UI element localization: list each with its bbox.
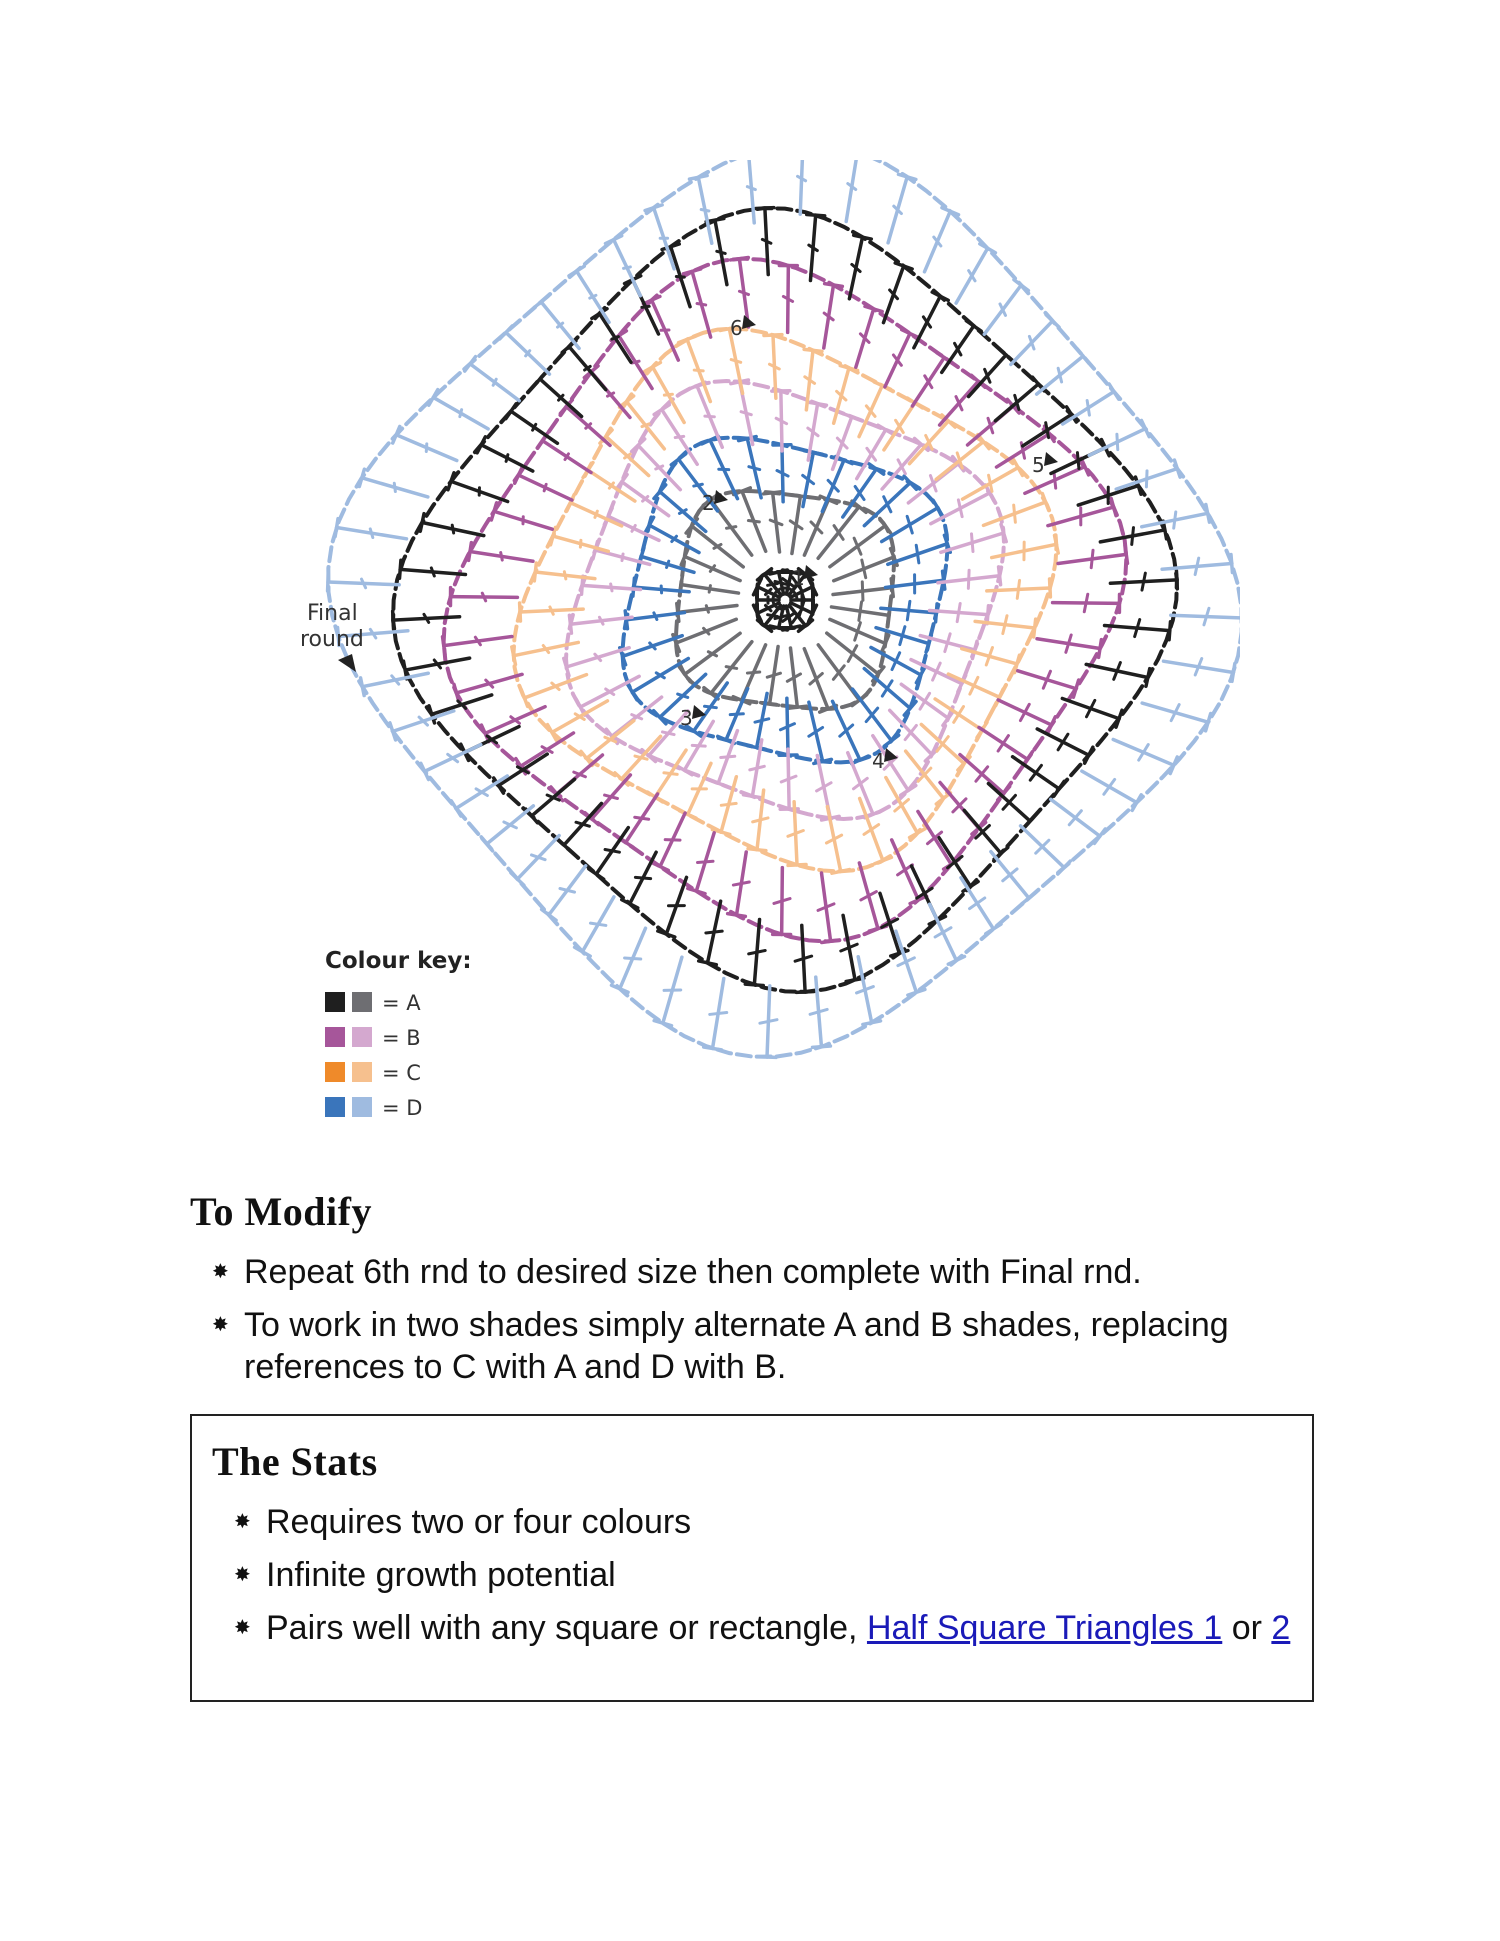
stitch-top — [512, 467, 525, 483]
stitch-cross — [853, 775, 867, 792]
stitch-cross — [864, 448, 878, 460]
stitch-cross — [1007, 505, 1022, 522]
chain-ring — [319, 160, 1240, 1066]
stitch-cross — [664, 769, 677, 779]
stitch-cross — [668, 898, 684, 914]
stitch-cross — [892, 420, 906, 432]
chain-ring — [467, 282, 1103, 918]
stats-heading: The Stats — [212, 1439, 378, 1484]
stitch-cross — [748, 521, 759, 522]
stitch-cross — [621, 554, 625, 561]
stitch-cross — [727, 526, 736, 530]
stitch-top — [516, 690, 534, 707]
list-item — [212, 1607, 1292, 1649]
list-item-text: Repeat 6th rnd to desired size then complete with Final rnd. — [244, 1253, 1142, 1291]
stitch-cross — [749, 467, 760, 470]
stitch-cross — [590, 916, 605, 932]
final-round-label-line1: Final — [307, 601, 358, 626]
stitch-post — [766, 160, 837, 214]
stitch-post — [816, 160, 887, 222]
key-label: = A — [382, 991, 421, 1015]
half-square-triangles-1-link[interactable]: Half Square Triangles 1 — [866, 1609, 1223, 1647]
final-round-annotation — [300, 601, 364, 672]
list-item — [190, 1251, 1330, 1293]
to-modify-section — [190, 1188, 1330, 1399]
stitch-top — [875, 852, 892, 870]
key-label: = B — [382, 1026, 421, 1050]
key-swatch-dark — [325, 1097, 345, 1117]
stitch-cross — [665, 833, 680, 847]
round-number-label: 4 — [872, 749, 885, 773]
final-round-arrow-icon — [338, 654, 356, 672]
stitch-cross — [998, 736, 1009, 751]
key-label: = D — [382, 1096, 423, 1120]
stitch-cross — [1056, 734, 1071, 750]
chain-ring — [280, 160, 1240, 1140]
stitch-cross — [859, 602, 862, 621]
bullet-star-icon: ✸ — [234, 1617, 251, 1639]
round-start-arrow-icon — [804, 565, 818, 579]
list-item — [212, 1554, 1292, 1596]
stitch-top — [449, 801, 463, 816]
key-swatch-dark — [325, 1062, 345, 1082]
stats-list — [212, 1501, 1292, 1649]
stitch-cross — [935, 925, 951, 939]
bullet-star-icon: ✸ — [212, 1261, 229, 1283]
stitch-cross — [1047, 472, 1063, 488]
stitch-cross — [1083, 700, 1098, 716]
stitch-cross — [1135, 745, 1152, 761]
round-number-label: 3 — [680, 706, 693, 730]
stitch-cross — [704, 705, 716, 709]
stitch-top — [1045, 717, 1058, 733]
stitch-cross — [953, 500, 967, 517]
stitch-cross — [864, 821, 879, 839]
list-item — [212, 1501, 1292, 1543]
stitch-cross — [625, 950, 641, 966]
stitch-cross — [882, 679, 892, 697]
stitch-top — [1107, 384, 1121, 399]
key-swatch-light — [352, 992, 372, 1012]
round-number-label: 5 — [1032, 453, 1045, 477]
chain-ring — [381, 196, 1189, 1004]
stitch-cross — [1139, 471, 1155, 487]
list-item — [190, 1304, 1330, 1388]
stitch-top — [679, 331, 696, 349]
final-round-stitches — [280, 160, 1240, 1140]
stitch-top — [1037, 494, 1055, 511]
list-item-text: Infinite growth potential — [266, 1556, 616, 1594]
crochet-chart — [280, 160, 1240, 1140]
stitch-cross — [904, 516, 916, 533]
round-3-stitches — [530, 345, 1040, 855]
key-swatch-light — [352, 1062, 372, 1082]
stitch-top — [654, 483, 666, 501]
stitch-top — [986, 922, 1001, 936]
stitch-cross — [852, 538, 862, 554]
stitch-cross — [954, 706, 964, 723]
stitch-cross — [726, 667, 737, 669]
round-number-label: 6 — [730, 316, 743, 340]
key-swatch-light — [352, 1097, 372, 1117]
key-swatch-light — [352, 1027, 372, 1047]
chain-ring — [668, 483, 902, 717]
stitch-cross — [848, 645, 856, 662]
list-item-text: Requires two or four colours — [266, 1503, 692, 1541]
stitch-cross — [770, 520, 782, 525]
stitch-cross — [898, 861, 913, 878]
stitch-cross — [970, 896, 985, 910]
stats-box — [190, 1414, 1314, 1702]
round-number-label: 1 — [792, 566, 805, 590]
stitch-cross — [1019, 704, 1031, 720]
key-swatch-dark — [325, 992, 345, 1012]
stitch-top — [569, 264, 584, 278]
to-modify-list — [190, 1251, 1330, 1388]
bullet-star-icon: ✸ — [234, 1564, 251, 1586]
to-modify-heading: To Modify — [190, 1189, 372, 1234]
stitch-cross — [747, 671, 759, 675]
round-number-label: 2 — [702, 491, 715, 515]
list-item-text-middle: or — [1222, 1609, 1272, 1647]
colour-key — [325, 948, 472, 1120]
final-round-label-line2: round — [300, 627, 364, 652]
stitch-cross — [709, 586, 710, 593]
stitch-cross — [768, 584, 778, 586]
round-2-stitches — [665, 480, 904, 719]
list-item-text: To work in two shades simply alternate A and B shades, replacing references to C with A and D with B. — [244, 1306, 1229, 1386]
stitch-cross — [635, 870, 650, 885]
round-start-arrow-icon — [1044, 452, 1058, 466]
colour-key-title: Colour key: — [325, 948, 472, 974]
stitch-top — [652, 860, 668, 873]
stitch-top — [902, 327, 918, 340]
key-swatch-dark — [325, 1027, 345, 1047]
stitch-cross — [920, 692, 930, 710]
stitch-cross — [706, 606, 710, 613]
round-4-stitches — [464, 279, 1105, 920]
stitch-cross — [768, 615, 778, 617]
stitch-cross — [1110, 434, 1125, 449]
stitch-cross — [660, 586, 664, 593]
stitch-top — [904, 700, 916, 718]
round-5-stitches — [378, 193, 1191, 1006]
bullet-star-icon: ✸ — [212, 1314, 229, 1336]
stitch-cross — [667, 561, 669, 568]
chart-rounds — [280, 160, 1240, 1140]
bullet-star-icon: ✸ — [234, 1511, 251, 1533]
round-start-arrow-icon — [742, 315, 756, 329]
key-label: = C — [382, 1061, 421, 1085]
half-square-triangles-2-link[interactable]: 2 — [1271, 1609, 1291, 1647]
list-item-text-before: Pairs well with any square or rectangle, — [266, 1609, 867, 1647]
